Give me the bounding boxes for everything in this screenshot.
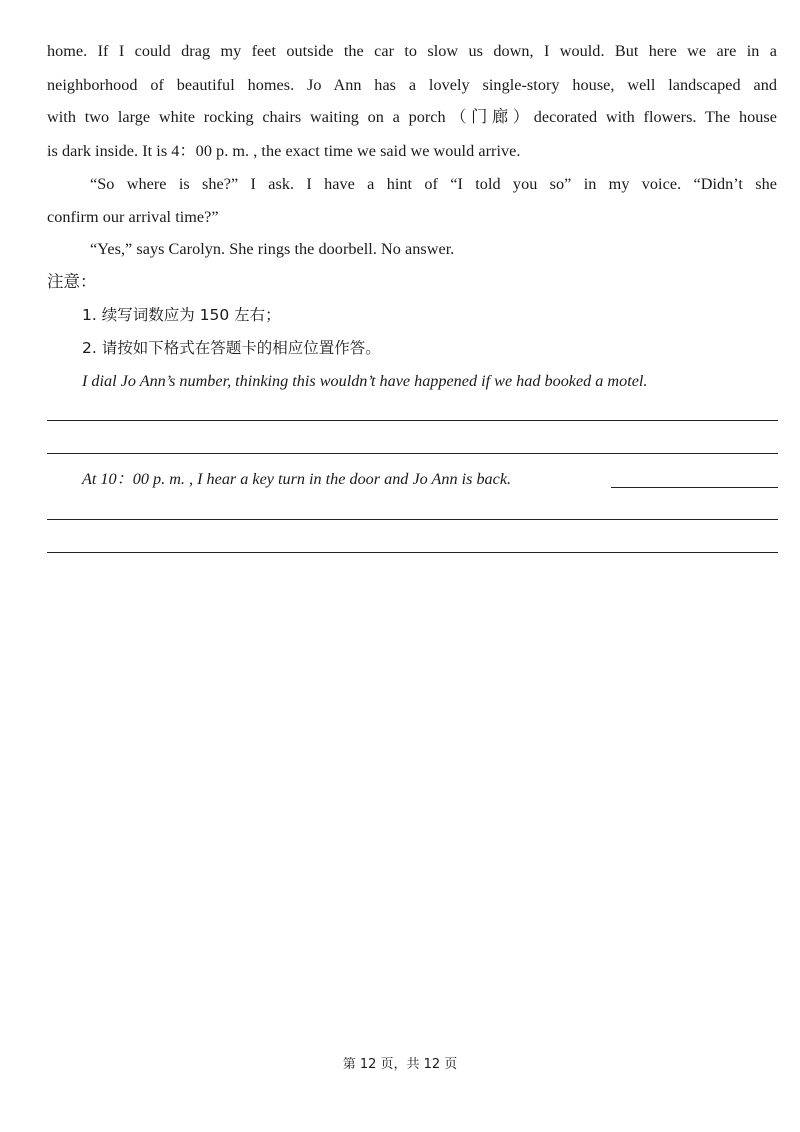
- passage-line-1: home. If I could drag my feet outside the car to slow us down, I would. But here we are in a: [47, 42, 777, 60]
- continuation-prompt-2: At 10：00 p. m. , I hear a key turn in the door and Jo Ann is back.: [82, 470, 512, 488]
- continuation-prompt-1: I dial Jo Ann’s number, thinking this wouldn’t have happened if we had booked a motel.: [82, 372, 648, 390]
- notes-item-1: 1. 续写词数应为 150 左右；: [82, 306, 281, 324]
- answer-line: [47, 519, 778, 520]
- notes-item-2: 2. 请按如下格式在答题卡的相应位置作答。: [82, 339, 381, 357]
- answer-line: [47, 453, 778, 454]
- passage-line-2: neighborhood of beautiful homes. Jo Ann has a lovely single-story house, well landscaped and: [47, 76, 777, 94]
- answer-blank: [611, 487, 778, 488]
- passage-line-5: “So where is she?” I ask. I have a hint of “I told you so” in my voice. “Didn’t she: [90, 175, 777, 193]
- answer-line: [47, 552, 778, 553]
- passage-line-7: “Yes,” says Carolyn. She rings the doorbell. No answer.: [90, 240, 455, 258]
- passage-line-3: with two large white rocking chairs waiting on a porch（门廊）decorated with flowers. The house: [47, 108, 777, 126]
- answer-line: [47, 420, 778, 421]
- notes-heading: 注意：: [47, 272, 97, 291]
- passage-line-4: is dark inside. It is 4：00 p. m. , the exact time we said we would arrive.: [47, 142, 521, 160]
- passage-line-6: confirm our arrival time?”: [47, 208, 219, 226]
- page-footer: 第 12 页，共 12 页: [342, 1057, 458, 1072]
